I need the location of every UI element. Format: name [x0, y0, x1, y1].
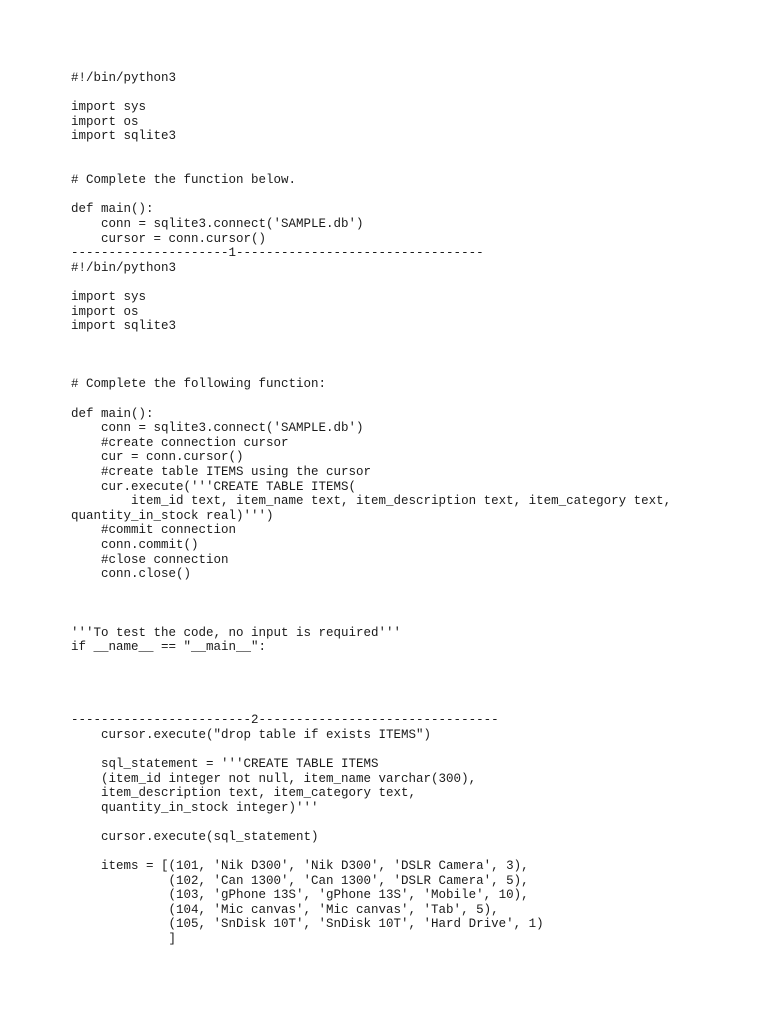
code-line	[71, 844, 761, 859]
code-line	[71, 392, 761, 407]
code-line: # Complete the function below.	[71, 173, 297, 188]
code-line: import sqlite3	[71, 319, 177, 334]
code-line: import os	[71, 114, 139, 129]
code-line	[71, 86, 761, 101]
code-line: item_id text, item_name text, item_description text, item_category text,	[71, 494, 672, 509]
code-line: quantity_in_stock real)''')	[71, 508, 274, 523]
code-line	[71, 348, 761, 363]
code-line: #create connection cursor	[71, 435, 289, 450]
code-line: #!/bin/python3	[71, 260, 177, 275]
code-line	[71, 334, 761, 349]
code-line: '''To test the code, no input is required'''	[71, 625, 402, 640]
code-line: #commit connection	[71, 523, 237, 538]
code-line: import os	[71, 304, 139, 319]
code-line	[71, 596, 761, 611]
code-line: items = [(101, 'Nik D300', 'Nik D300', 'DSLR Camera', 3),	[71, 859, 529, 874]
code-line: (105, 'SnDisk 10T', 'SnDisk 10T', 'Hard Drive', 1)	[71, 917, 544, 932]
code-line: ------------------------2--------------------------------	[71, 713, 499, 728]
code-line: sql_statement = '''CREATE TABLE ITEMS	[71, 756, 379, 771]
code-line	[71, 363, 761, 378]
code-line: #close connection	[71, 552, 229, 567]
code-line: cursor = conn.cursor()	[71, 231, 267, 246]
code-line: conn.close()	[71, 567, 192, 582]
code-line: conn.commit()	[71, 538, 199, 552]
code-line: import sys	[71, 289, 147, 304]
code-line: conn = sqlite3.connect('SAMPLE.db')	[71, 421, 364, 436]
code-line: (102, 'Can 1300', 'Can 1300', 'DSLR Camera', 5),	[71, 873, 529, 888]
code-line: item_description text, item_category text,	[71, 786, 417, 801]
code-document	[71, 71, 761, 947]
code-line	[71, 159, 761, 174]
code-line: ]	[71, 932, 177, 947]
code-line: import sqlite3	[71, 129, 177, 144]
code-line: cur.execute('''CREATE TABLE ITEMS(	[71, 479, 357, 494]
code-line: def main():	[71, 406, 154, 421]
code-line	[71, 144, 761, 159]
code-line: #!/bin/python3	[71, 71, 177, 85]
code-line: (103, 'gPhone 13S', 'gPhone 13S', 'Mobile', 10),	[71, 888, 529, 903]
code-line	[71, 815, 761, 830]
code-line: (104, 'Mic canvas', 'Mic canvas', 'Tab', 5),	[71, 902, 499, 917]
code-line	[71, 582, 761, 597]
code-line	[71, 275, 761, 290]
code-line	[71, 611, 761, 626]
code-line: def main():	[71, 202, 154, 217]
code-line	[71, 742, 761, 757]
code-line	[71, 699, 761, 714]
code-line: #create table ITEMS using the cursor	[71, 465, 372, 480]
code-line: # Complete the following function:	[71, 377, 327, 392]
code-line: cur = conn.cursor()	[71, 450, 244, 465]
code-line	[71, 684, 761, 699]
code-line: quantity_in_stock integer)'''	[71, 800, 319, 815]
code-line	[71, 655, 761, 670]
code-line	[71, 188, 761, 203]
code-line	[71, 669, 761, 684]
code-line: import sys	[71, 100, 147, 115]
code-line: cursor.execute(sql_statement)	[71, 829, 319, 844]
code-line: conn = sqlite3.connect('SAMPLE.db')	[71, 216, 364, 231]
code-line: if __name__ == "__main__":	[71, 640, 267, 655]
code-line: cursor.execute("drop table if exists ITEMS")	[71, 727, 432, 742]
code-line: (item_id integer not null, item_name varchar(300),	[71, 771, 477, 786]
code-line: ---------------------1---------------------------------	[71, 246, 484, 261]
